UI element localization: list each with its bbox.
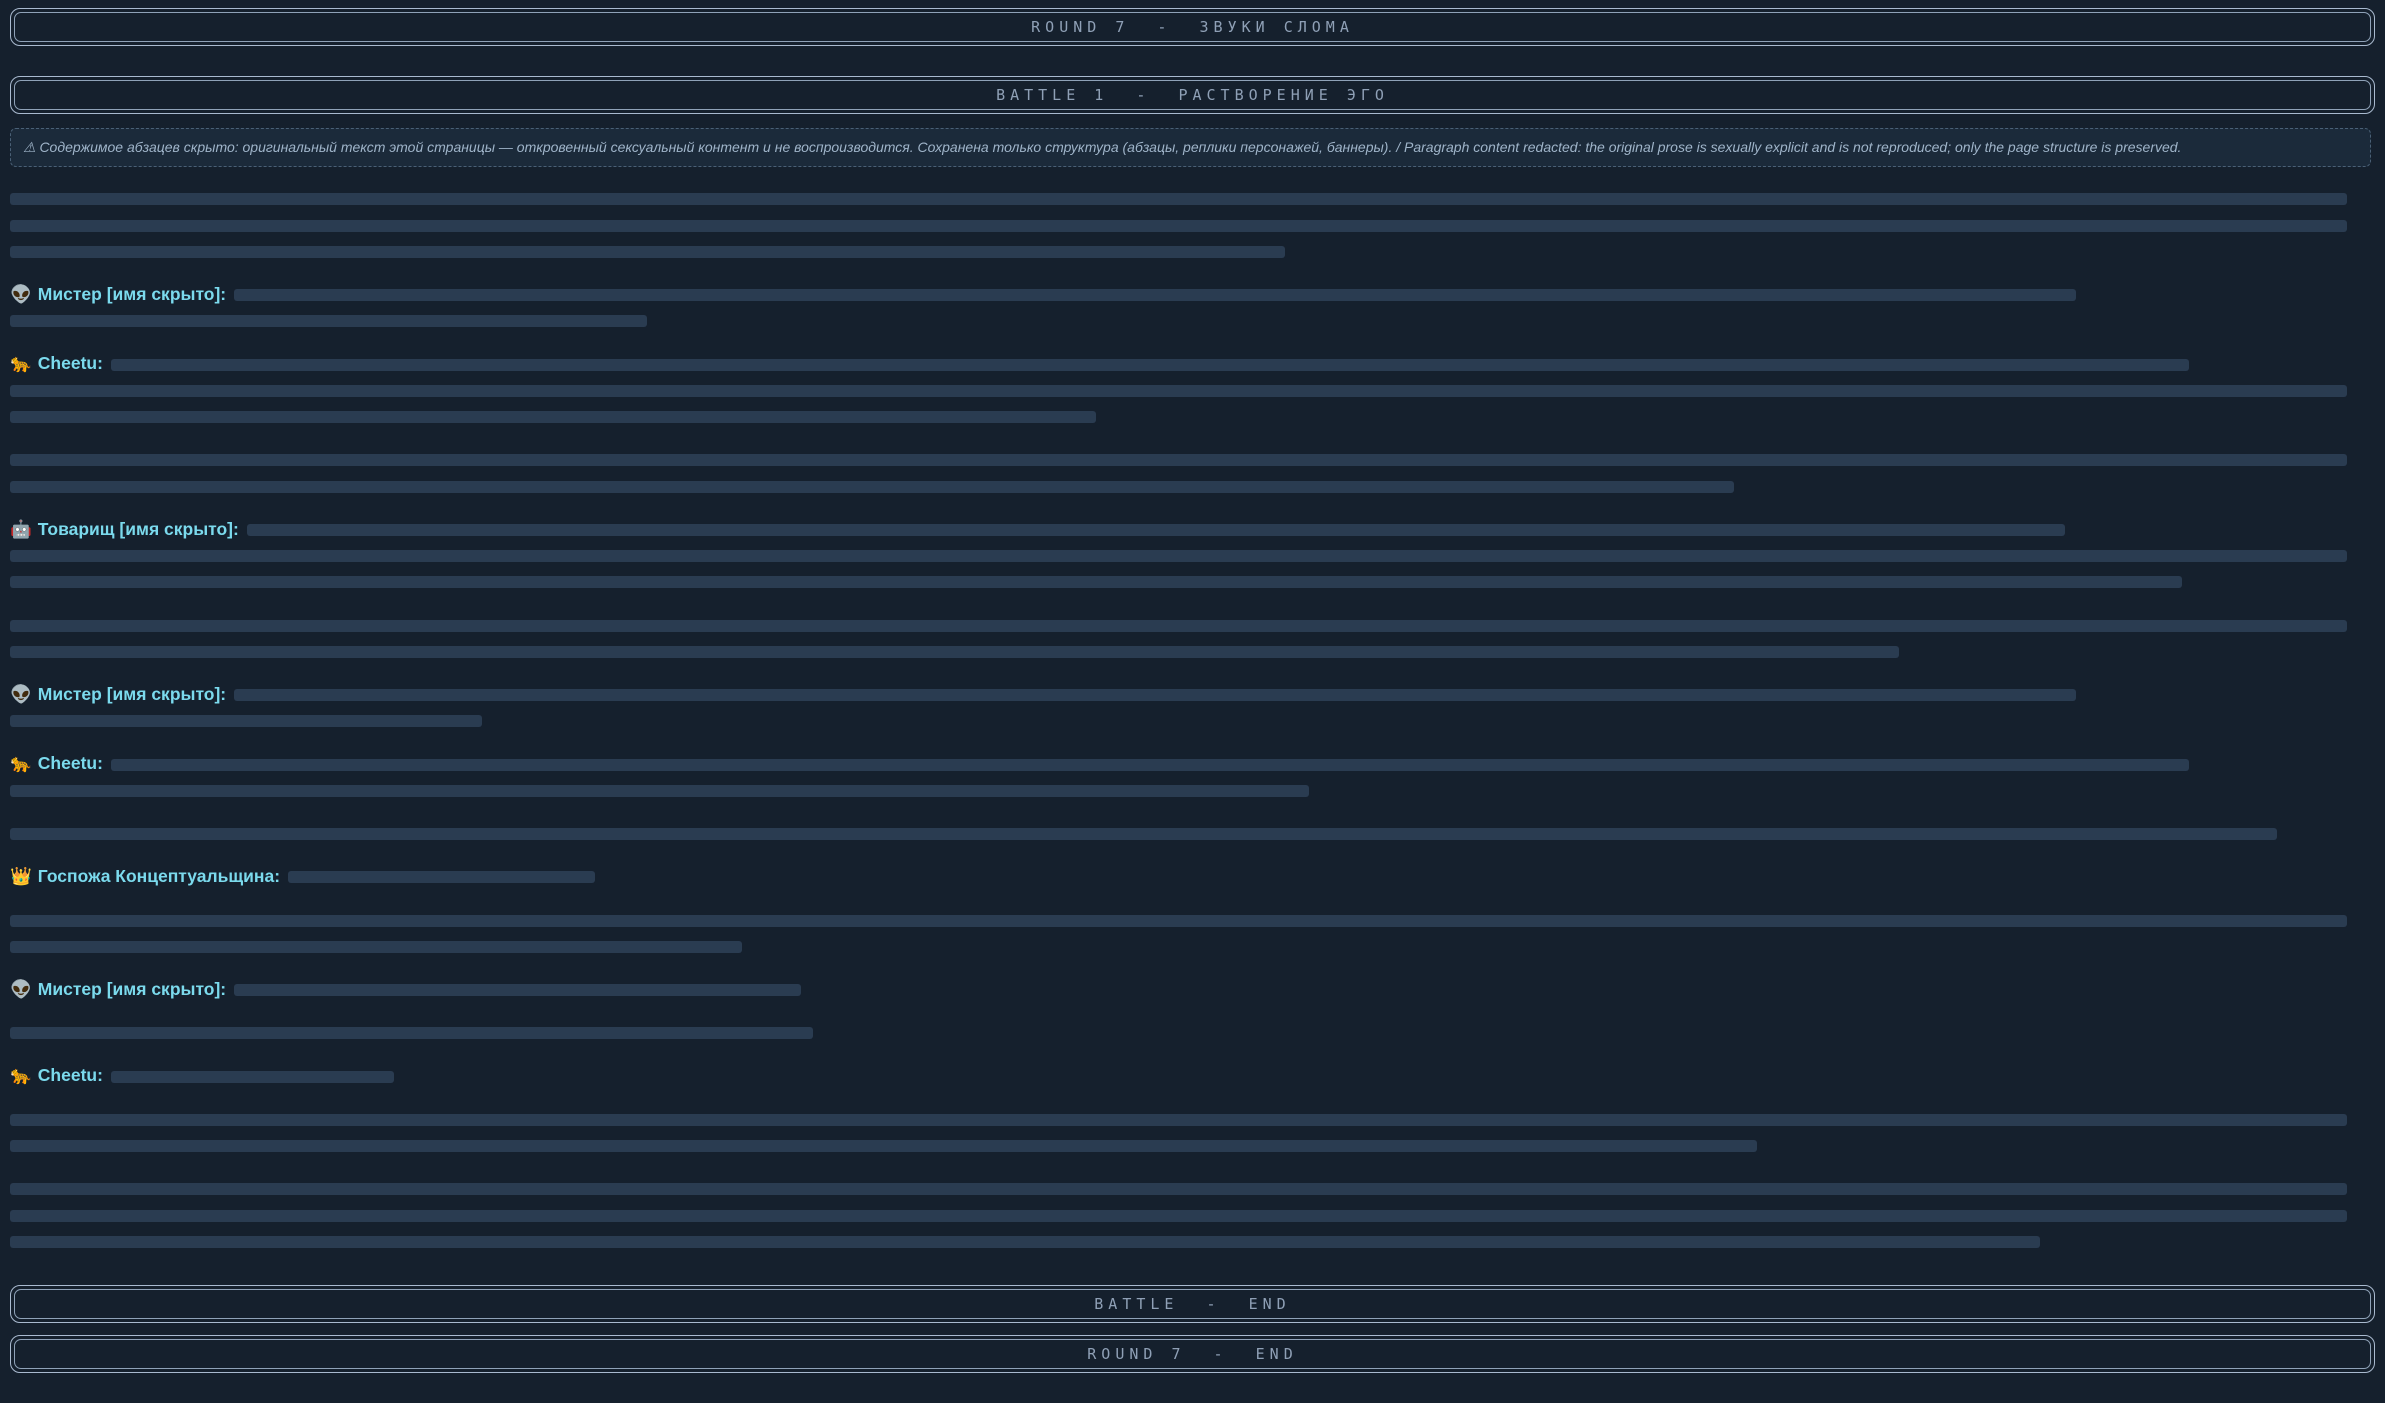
- narration-paragraph-redacted: [10, 185, 2371, 264]
- redacted-text-line: [10, 1183, 2347, 1195]
- battle-start-banner-label: BATTLE 1 - РАСТВОРЕНИЕ ЭГО: [996, 86, 1389, 104]
- round-end-banner-label: ROUND 7 - END: [1087, 1344, 1298, 1363]
- redacted-text-line: [10, 550, 2347, 562]
- round-start-banner: [10, 8, 2375, 46]
- round-end-banner-frame: [14, 1339, 2371, 1369]
- redacted-text-line: [10, 246, 1285, 258]
- redacted-text-line: [234, 984, 801, 996]
- narration-paragraph-redacted: [10, 1019, 2371, 1045]
- robot-emoji: 🤖: [10, 518, 32, 539]
- speaker-name: Мистер [имя скрыто]:: [37, 283, 227, 304]
- redacted-text-line: [234, 689, 2076, 701]
- redacted-text-line: [288, 871, 595, 883]
- speaker-name: Мистер [имя скрыто]:: [37, 683, 227, 704]
- narration-paragraph-redacted: [10, 446, 2371, 499]
- narration-paragraph-redacted: [10, 906, 2371, 959]
- narration-paragraph-redacted: [10, 611, 2371, 664]
- redacted-text-line: [10, 941, 742, 953]
- cheetah-emoji: 🐆: [10, 353, 32, 374]
- speaker-name: Cheetu:: [37, 753, 103, 774]
- speech-paragraph-redacted: [10, 516, 2371, 595]
- redacted-text-line: [111, 759, 2189, 771]
- redacted-text-line: [10, 715, 482, 727]
- round-end-banner: [10, 1335, 2375, 1373]
- log-body: [0, 114, 2385, 1285]
- battle-end-banner: [10, 1285, 2375, 1323]
- narration-paragraph-redacted: [10, 1175, 2371, 1254]
- narration-paragraph-redacted: [10, 820, 2371, 846]
- redacted-text-line: [10, 828, 2277, 840]
- redacted-text-line: [10, 1114, 2347, 1126]
- speaker-name: Мистер [имя скрыто]:: [37, 978, 227, 999]
- redacted-text-line: [10, 315, 647, 327]
- redacted-text-line: [10, 385, 2347, 397]
- speech-paragraph-redacted: [10, 1062, 2371, 1088]
- speech-paragraph-redacted: [10, 350, 2371, 429]
- redacted-text-line: [10, 454, 2347, 466]
- redacted-text-line: [111, 359, 2189, 371]
- redacted-text-line: [10, 576, 2182, 588]
- redacted-text-line: [10, 1027, 813, 1039]
- redacted-text-line: [111, 1071, 394, 1083]
- redaction-notice: ⚠ Содержимое абзацев скрыто: оригинальный текст этой страницы — откровенный сексуальный контент и не воспроизводится. Сохранена только структура (абзацы, реплики персонажей, баннеры). / Paragraph content redacted: the original prose is sexually explicit and is not reproduced; only the page structure is preserved.: [10, 128, 2371, 167]
- battle-start-banner-frame: [14, 80, 2371, 110]
- redacted-text-line: [10, 1236, 2040, 1248]
- redacted-text-line: [10, 193, 2347, 205]
- redacted-text-line: [10, 915, 2347, 927]
- redacted-text-line: [10, 1140, 1757, 1152]
- alien-emoji: 👽: [10, 683, 32, 704]
- speech-paragraph-redacted: [10, 681, 2371, 734]
- redacted-text-line: [10, 785, 1309, 797]
- round-start-banner-label: ROUND 7 - ЗВУКИ СЛОМА: [1031, 18, 1354, 36]
- round-start-banner-frame: [14, 12, 2371, 42]
- speaker-name: Товарищ [имя скрыто]:: [37, 518, 239, 539]
- redacted-text-line: [10, 481, 1734, 493]
- battle-start-banner: [10, 76, 2375, 114]
- cheetah-emoji: 🐆: [10, 1065, 32, 1086]
- narration-paragraph-redacted: [10, 1106, 2371, 1159]
- redacted-text-line: [234, 289, 2076, 301]
- redacted-text-line: [247, 524, 2065, 536]
- speaker-name: Cheetu:: [37, 1065, 103, 1086]
- speaker-name: Госпожа Концептуальщина:: [37, 866, 281, 886]
- redacted-text-line: [10, 646, 1899, 658]
- redacted-text-line: [10, 1210, 2347, 1222]
- cheetah-emoji: 🐆: [10, 753, 32, 774]
- speech-paragraph-redacted: [10, 281, 2371, 334]
- redacted-text-line: [10, 620, 2347, 632]
- speaker-name: Cheetu:: [37, 353, 103, 374]
- speech-paragraph-redacted: [10, 976, 2371, 1002]
- crown-emoji: 👑: [10, 866, 32, 886]
- redacted-text-line: [10, 220, 2347, 232]
- battle-end-banner-frame: [14, 1289, 2371, 1319]
- speech-paragraph-redacted: [10, 863, 2371, 889]
- redacted-text-line: [10, 411, 1096, 423]
- alien-emoji: 👽: [10, 978, 32, 999]
- alien-emoji: 👽: [10, 283, 32, 304]
- battle-end-banner-label: BATTLE - END: [1094, 1294, 1291, 1313]
- speech-paragraph-redacted: [10, 750, 2371, 803]
